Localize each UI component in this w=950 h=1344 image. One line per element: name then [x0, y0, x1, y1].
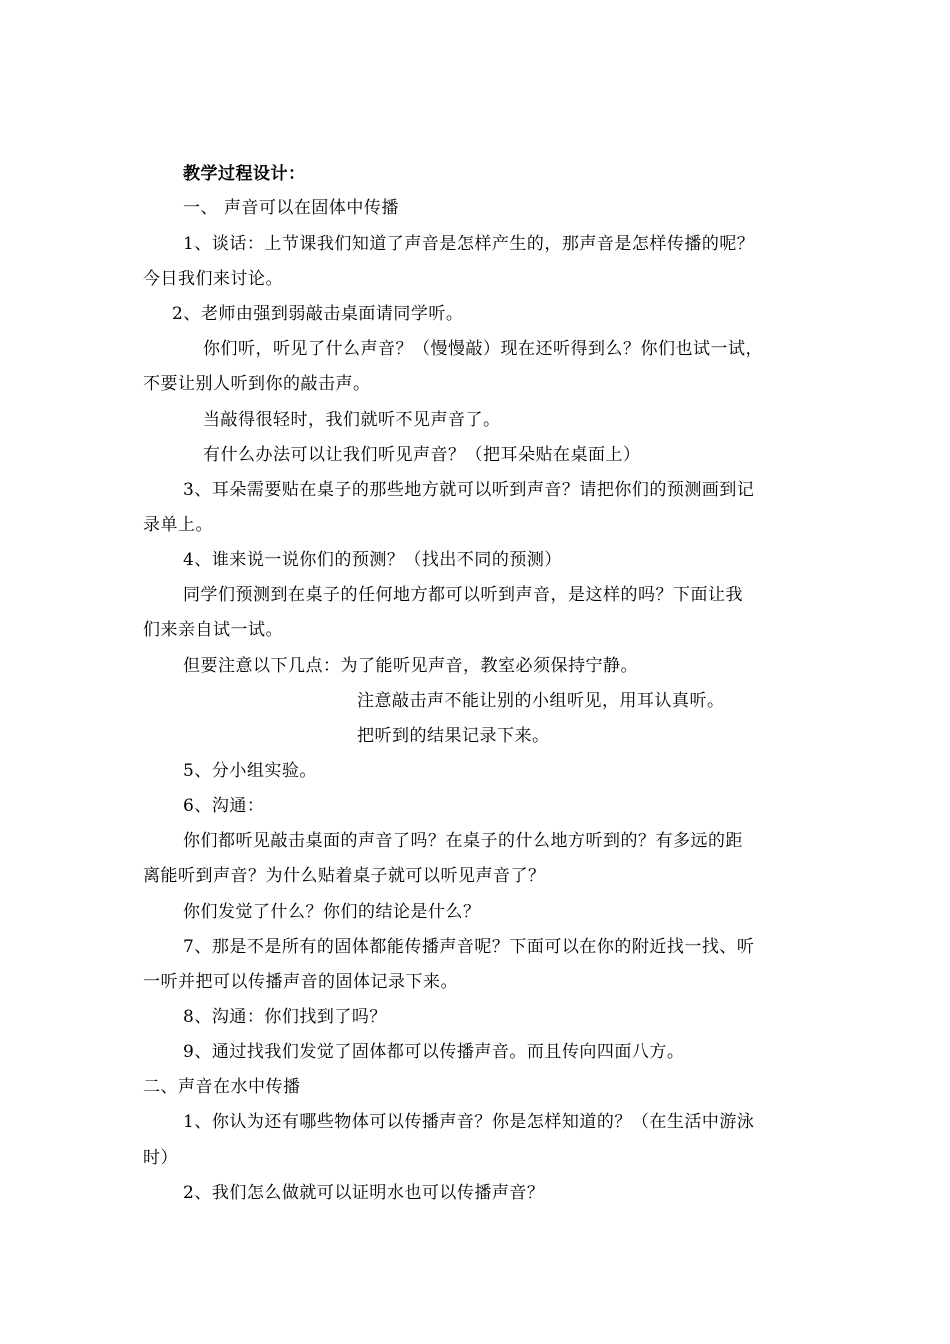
paragraph: 不要让别人听到你的敲击声。 — [143, 374, 371, 394]
paragraph: 9、通过找我们发觉了固体都可以传播声音。而且传向四面八方。 — [183, 1042, 685, 1062]
paragraph: 同学们预测到在桌子的任何地方都可以听到声音，是这样的吗？下面让我 — [183, 585, 743, 605]
paragraph: 们来亲自试一试。 — [143, 620, 283, 640]
paragraph: 你们都听见敲击桌面的声音了吗？在桌子的什么地方听到的？有多远的距 — [183, 831, 743, 851]
section2-title: 二、声音在水中传播 — [143, 1077, 301, 1097]
paragraph: 3、耳朵需要贴在桌子的那些地方就可以听到声音？请把你们的预测画到记 — [183, 480, 755, 500]
paragraph: 4、谁来说一说你们的预测？（找出不同的预测） — [183, 550, 562, 570]
heading: 教学过程设计： — [183, 164, 306, 184]
paragraph: 录单上。 — [143, 515, 213, 535]
paragraph: 6、沟通： — [183, 796, 265, 816]
paragraph: 离能听到声音？为什么贴着桌子就可以听见声音了？ — [143, 866, 546, 886]
paragraph: 你们听，听见了什么声音？（慢慢敲）现在还听得到么？你们也试一试， — [203, 339, 763, 359]
section1-title: 一、 声音可以在固体中传播 — [183, 198, 399, 218]
paragraph: 1、谈话：上节课我们知道了声音是怎样产生的，那声音是怎样传播的呢？ — [183, 234, 755, 254]
paragraph: 时） — [143, 1148, 178, 1168]
paragraph: 1、你认为还有哪些物体可以传播声音？你是怎样知道的？（在生活中游泳 — [183, 1112, 755, 1132]
paragraph: 你们发觉了什么？你们的结论是什么？ — [183, 902, 481, 922]
paragraph: 8、沟通：你们找到了吗？ — [183, 1007, 387, 1027]
paragraph: 今日我们来讨论。 — [143, 269, 283, 289]
paragraph: 5、分小组实验。 — [183, 761, 317, 781]
paragraph: 当敲得很轻时，我们就听不见声音了。 — [203, 410, 501, 430]
paragraph: 7、那是不是所有的固体都能传播声音呢？下面可以在你的附近找一找、听 — [183, 937, 755, 957]
paragraph: 有什么办法可以让我们听见声音？（把耳朵贴在桌面上） — [203, 445, 641, 465]
paragraph: 一听并把可以传播声音的固体记录下来。 — [143, 972, 458, 992]
paragraph: 但要注意以下几点：为了能听见声音，教室必须保持宁静。 — [183, 656, 638, 676]
paragraph: 把听到的结果记录下来。 — [357, 726, 550, 746]
paragraph: 注意敲击声不能让别的小组听见，用耳认真听。 — [357, 691, 725, 711]
paragraph: 2、老师由强到弱敲击桌面请同学听。 — [172, 304, 464, 324]
paragraph: 2、我们怎么做就可以证明水也可以传播声音？ — [183, 1183, 545, 1203]
